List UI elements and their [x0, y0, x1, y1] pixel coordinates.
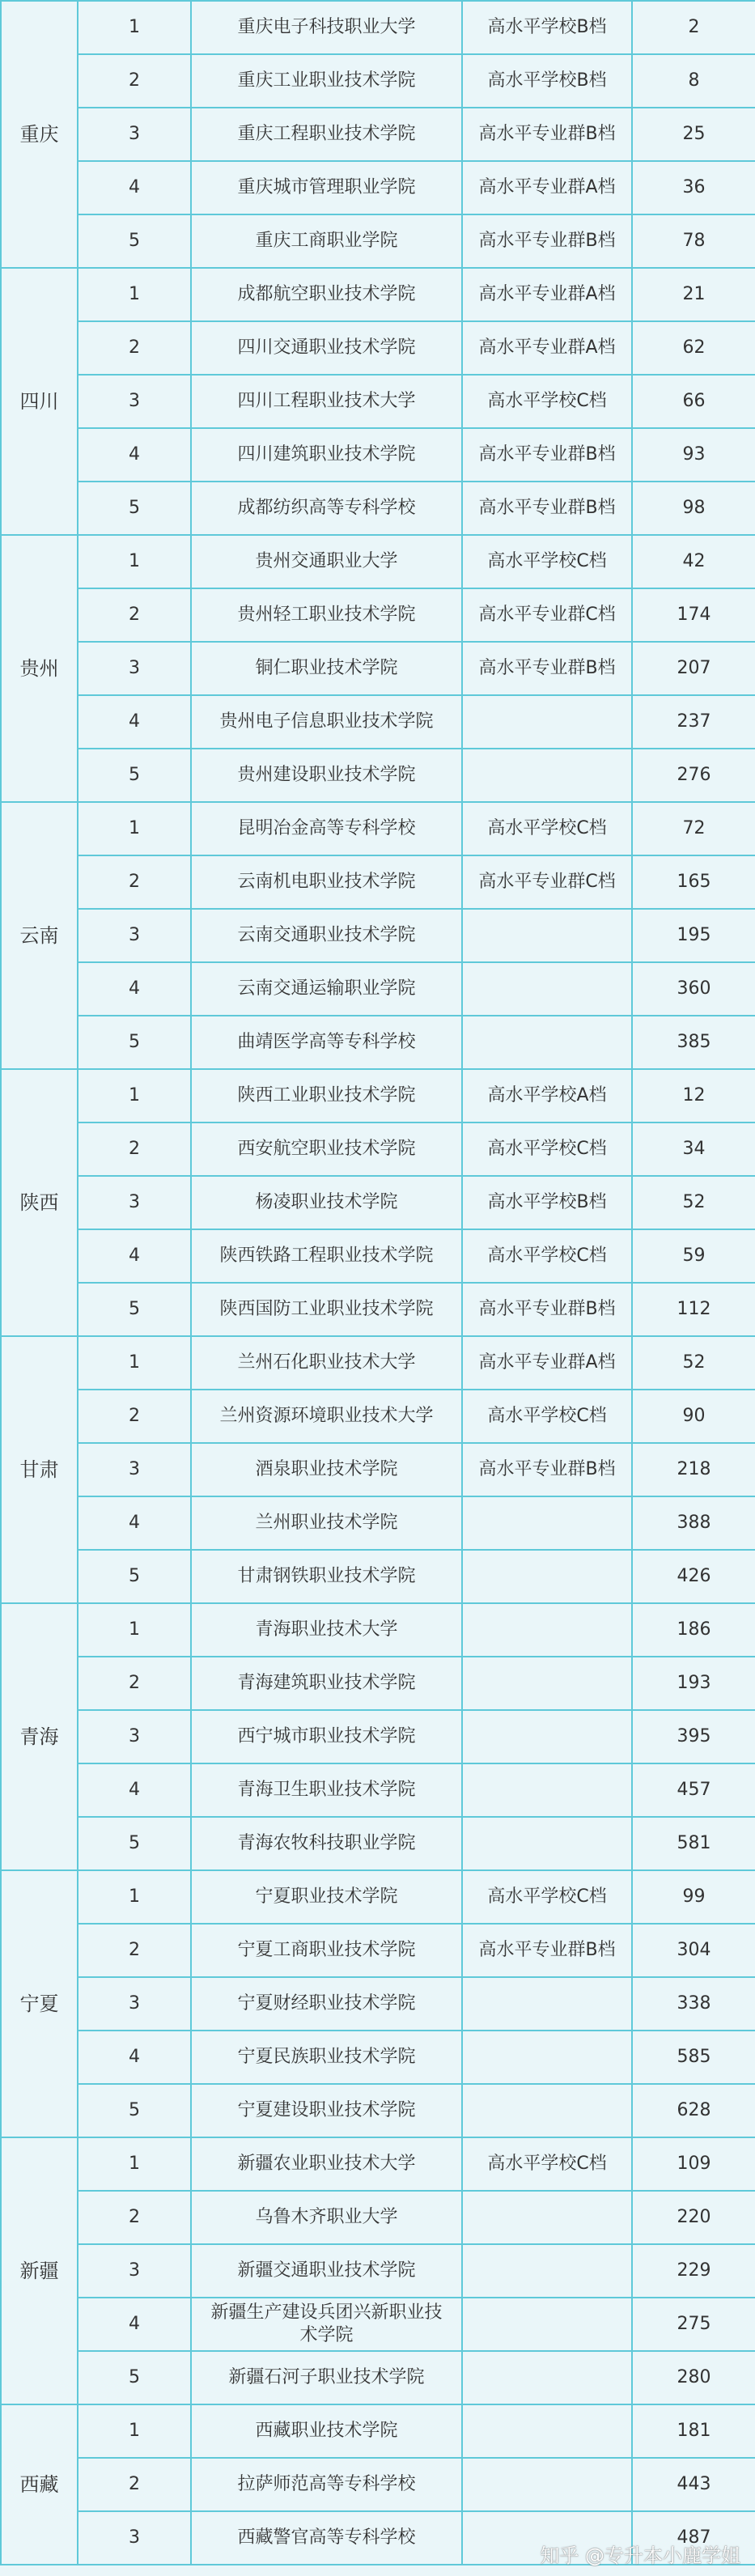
- school-cell: 青海卫生职业技术学院: [191, 1763, 462, 1817]
- table-row: [1, 2084, 755, 2137]
- rank-cell: 5: [78, 2084, 191, 2137]
- school-cell: 重庆城市管理职业学院: [191, 161, 462, 214]
- level-cell: [462, 2298, 632, 2351]
- school-cell: 新疆生产建设兵团兴新职业技术学院: [191, 2298, 462, 2351]
- table-row: [1, 1016, 755, 1069]
- province-cell: 宁夏: [1, 1870, 78, 2137]
- score-cell: 457: [632, 1763, 755, 1817]
- rank-cell: 2: [78, 1657, 191, 1710]
- school-cell: 青海农牧科技职业学院: [191, 1817, 462, 1870]
- rank-cell: 4: [78, 1496, 191, 1550]
- score-cell: 59: [632, 1229, 755, 1283]
- level-cell: 高水平专业群A档: [462, 161, 632, 214]
- school-cell: 青海职业技术大学: [191, 1603, 462, 1657]
- rank-cell: 1: [78, 535, 191, 588]
- table-body: [1, 1, 755, 2565]
- school-cell: 兰州资源环境职业技术大学: [191, 1390, 462, 1443]
- table-row: [1, 2458, 755, 2511]
- school-cell: 铜仁职业技术学院: [191, 642, 462, 695]
- table-row: [1, 214, 755, 268]
- table-row: [1, 2191, 755, 2244]
- level-cell: [462, 1817, 632, 1870]
- rank-cell: 4: [78, 1763, 191, 1817]
- level-cell: 高水平专业群C档: [462, 588, 632, 642]
- rank-cell: 5: [78, 482, 191, 535]
- level-cell: [462, 1603, 632, 1657]
- score-cell: 304: [632, 1924, 755, 1977]
- level-cell: 高水平专业群C档: [462, 855, 632, 909]
- score-cell: 174: [632, 588, 755, 642]
- rank-cell: 2: [78, 2191, 191, 2244]
- score-cell: 195: [632, 909, 755, 962]
- level-cell: [462, 2458, 632, 2511]
- level-cell: 高水平专业群B档: [462, 428, 632, 482]
- table-row: [1, 695, 755, 749]
- table-row: [1, 962, 755, 1016]
- score-cell: 78: [632, 214, 755, 268]
- table-row: [1, 2244, 755, 2298]
- school-cell: 甘肃钢铁职业技术学院: [191, 1550, 462, 1603]
- table-row: [1, 2404, 755, 2458]
- rank-cell: 4: [78, 1229, 191, 1283]
- school-cell: 杨凌职业技术学院: [191, 1176, 462, 1229]
- table-row: [1, 482, 755, 535]
- table-row: [1, 1550, 755, 1603]
- level-cell: 高水平学校B档: [462, 1, 632, 54]
- watermark: [540, 2540, 740, 2568]
- rank-cell: 1: [78, 802, 191, 855]
- rank-cell: 2: [78, 1390, 191, 1443]
- school-cell: 贵州轻工职业技术学院: [191, 588, 462, 642]
- rank-cell: 1: [78, 1069, 191, 1122]
- table-row: [1, 1390, 755, 1443]
- score-cell: 338: [632, 1977, 755, 2031]
- rank-cell: 1: [78, 268, 191, 321]
- table-row: [1, 54, 755, 108]
- province-cell: 西藏: [1, 2404, 78, 2565]
- school-cell: 陕西铁路工程职业技术学院: [191, 1229, 462, 1283]
- score-cell: 426: [632, 1550, 755, 1603]
- level-cell: 高水平专业群B档: [462, 642, 632, 695]
- score-cell: 360: [632, 962, 755, 1016]
- level-cell: 高水平学校C档: [462, 802, 632, 855]
- school-cell: 西安航空职业技术学院: [191, 1122, 462, 1176]
- table-row: [1, 375, 755, 428]
- score-cell: 34: [632, 1122, 755, 1176]
- school-cell: 宁夏财经职业技术学院: [191, 1977, 462, 2031]
- rank-cell: 1: [78, 2137, 191, 2191]
- rank-cell: 5: [78, 749, 191, 802]
- score-cell: 280: [632, 2351, 755, 2404]
- score-cell: 109: [632, 2137, 755, 2191]
- school-cell: 新疆农业职业技术大学: [191, 2137, 462, 2191]
- score-cell: 585: [632, 2031, 755, 2084]
- score-cell: 487: [632, 2511, 755, 2565]
- level-cell: [462, 1657, 632, 1710]
- school-cell: 成都纺织高等专科学校: [191, 482, 462, 535]
- rank-cell: 2: [78, 1122, 191, 1176]
- level-cell: 高水平专业群B档: [462, 1283, 632, 1336]
- score-cell: 25: [632, 108, 755, 161]
- province-cell: 甘肃: [1, 1336, 78, 1603]
- rank-cell: 1: [78, 1603, 191, 1657]
- school-cell: 陕西国防工业职业技术学院: [191, 1283, 462, 1336]
- school-cell: 云南交通运输职业学院: [191, 962, 462, 1016]
- level-cell: 高水平学校C档: [462, 2137, 632, 2191]
- level-cell: [462, 909, 632, 962]
- score-cell: 237: [632, 695, 755, 749]
- table-row: [1, 642, 755, 695]
- level-cell: [462, 2031, 632, 2084]
- rank-cell: 3: [78, 1977, 191, 2031]
- score-cell: 220: [632, 2191, 755, 2244]
- school-cell: 西宁城市职业技术学院: [191, 1710, 462, 1763]
- level-cell: 高水平学校C档: [462, 1870, 632, 1924]
- level-cell: 高水平专业群B档: [462, 1443, 632, 1496]
- rank-cell: 4: [78, 428, 191, 482]
- rank-cell: 2: [78, 2458, 191, 2511]
- school-cell: 重庆工程职业技术学院: [191, 108, 462, 161]
- score-cell: 388: [632, 1496, 755, 1550]
- score-cell: 99: [632, 1870, 755, 1924]
- score-cell: 62: [632, 321, 755, 375]
- table-row: [1, 535, 755, 588]
- table-row: [1, 2137, 755, 2191]
- table-row: [1, 1496, 755, 1550]
- score-cell: 90: [632, 1390, 755, 1443]
- school-cell: 新疆石河子职业技术学院: [191, 2351, 462, 2404]
- table-row: [1, 1069, 755, 1122]
- score-cell: 98: [632, 482, 755, 535]
- table-row: [1, 1, 755, 54]
- school-cell: 成都航空职业技术学院: [191, 268, 462, 321]
- level-cell: [462, 695, 632, 749]
- level-cell: 高水平学校A档: [462, 1069, 632, 1122]
- score-cell: 443: [632, 2458, 755, 2511]
- school-cell: 宁夏建设职业技术学院: [191, 2084, 462, 2137]
- table-row: [1, 2031, 755, 2084]
- school-cell: 宁夏工商职业技术学院: [191, 1924, 462, 1977]
- level-cell: 高水平学校B档: [462, 54, 632, 108]
- rank-cell: 5: [78, 2351, 191, 2404]
- score-cell: 628: [632, 2084, 755, 2137]
- school-cell: 贵州交通职业大学: [191, 535, 462, 588]
- level-cell: [462, 2084, 632, 2137]
- level-cell: 高水平学校C档: [462, 1390, 632, 1443]
- rank-cell: 3: [78, 2244, 191, 2298]
- level-cell: [462, 2351, 632, 2404]
- table-row: [1, 268, 755, 321]
- score-cell: 2: [632, 1, 755, 54]
- level-cell: 高水平专业群A档: [462, 1336, 632, 1390]
- rank-cell: 4: [78, 962, 191, 1016]
- school-cell: 四川交通职业技术学院: [191, 321, 462, 375]
- school-cell: 宁夏民族职业技术学院: [191, 2031, 462, 2084]
- school-cell: 兰州石化职业技术大学: [191, 1336, 462, 1390]
- score-cell: 229: [632, 2244, 755, 2298]
- rank-cell: 3: [78, 1710, 191, 1763]
- school-cell: 贵州建设职业技术学院: [191, 749, 462, 802]
- score-cell: 218: [632, 1443, 755, 1496]
- table-row: [1, 1977, 755, 2031]
- school-cell: 拉萨师范高等专科学校: [191, 2458, 462, 2511]
- rank-cell: 4: [78, 2031, 191, 2084]
- level-cell: 高水平专业群A档: [462, 321, 632, 375]
- level-cell: [462, 1016, 632, 1069]
- table-row: [1, 108, 755, 161]
- rank-cell: 2: [78, 321, 191, 375]
- score-cell: 36: [632, 161, 755, 214]
- table-row: [1, 1870, 755, 1924]
- level-cell: [462, 962, 632, 1016]
- level-cell: 高水平学校B档: [462, 1176, 632, 1229]
- table-row: [1, 1603, 755, 1657]
- rank-cell: 1: [78, 1, 191, 54]
- rank-cell: 5: [78, 1550, 191, 1603]
- score-cell: 165: [632, 855, 755, 909]
- school-cell: 四川建筑职业技术学院: [191, 428, 462, 482]
- school-cell: 青海建筑职业技术学院: [191, 1657, 462, 1710]
- school-cell: 酒泉职业技术学院: [191, 1443, 462, 1496]
- score-cell: 12: [632, 1069, 755, 1122]
- table-row: [1, 1924, 755, 1977]
- level-cell: [462, 2244, 632, 2298]
- table-row: [1, 321, 755, 375]
- rank-cell: 5: [78, 1283, 191, 1336]
- school-cell: 云南交通职业技术学院: [191, 909, 462, 962]
- rank-cell: 2: [78, 855, 191, 909]
- table-row: [1, 1176, 755, 1229]
- rank-cell: 5: [78, 214, 191, 268]
- school-cell: 兰州职业技术学院: [191, 1496, 462, 1550]
- table-row: [1, 2351, 755, 2404]
- rank-cell: 1: [78, 1336, 191, 1390]
- level-cell: 高水平学校C档: [462, 535, 632, 588]
- rank-cell: 4: [78, 161, 191, 214]
- province-cell: 四川: [1, 268, 78, 535]
- rank-cell: 3: [78, 1443, 191, 1496]
- province-cell: 重庆: [1, 1, 78, 268]
- school-cell: 重庆电子科技职业大学: [191, 1, 462, 54]
- table-row: [1, 1817, 755, 1870]
- school-cell: 新疆交通职业技术学院: [191, 2244, 462, 2298]
- level-cell: [462, 2404, 632, 2458]
- school-cell: 昆明冶金高等专科学校: [191, 802, 462, 855]
- table-row: [1, 1443, 755, 1496]
- level-cell: 高水平专业群B档: [462, 482, 632, 535]
- rank-cell: 3: [78, 1176, 191, 1229]
- school-cell: 乌鲁木齐职业大学: [191, 2191, 462, 2244]
- level-cell: [462, 1550, 632, 1603]
- table-row: [1, 749, 755, 802]
- score-cell: 72: [632, 802, 755, 855]
- rank-cell: 1: [78, 1870, 191, 1924]
- rank-cell: 5: [78, 1817, 191, 1870]
- score-cell: 42: [632, 535, 755, 588]
- rank-cell: 5: [78, 1016, 191, 1069]
- table-row: [1, 1283, 755, 1336]
- score-cell: 385: [632, 1016, 755, 1069]
- level-cell: 高水平专业群B档: [462, 108, 632, 161]
- level-cell: 高水平专业群B档: [462, 214, 632, 268]
- school-cell: 陕西工业职业技术学院: [191, 1069, 462, 1122]
- level-cell: [462, 2191, 632, 2244]
- score-cell: 112: [632, 1283, 755, 1336]
- rank-cell: 3: [78, 375, 191, 428]
- level-cell: [462, 1977, 632, 2031]
- school-cell: 西藏警官高等专科学校: [191, 2511, 462, 2565]
- level-cell: [462, 1710, 632, 1763]
- score-cell: 276: [632, 749, 755, 802]
- school-cell: 重庆工业职业技术学院: [191, 54, 462, 108]
- rank-cell: 4: [78, 2298, 191, 2351]
- school-cell: 宁夏职业技术学院: [191, 1870, 462, 1924]
- watermark-text: 知乎 @专升本小鹿学姐: [540, 2544, 740, 2567]
- level-cell: 高水平专业群B档: [462, 1924, 632, 1977]
- rank-cell: 3: [78, 642, 191, 695]
- table-row: [1, 1657, 755, 1710]
- score-cell: 193: [632, 1657, 755, 1710]
- school-cell: 贵州电子信息职业技术学院: [191, 695, 462, 749]
- table-row: [1, 1336, 755, 1390]
- table-row: [1, 428, 755, 482]
- score-cell: 52: [632, 1336, 755, 1390]
- table-row: [1, 1763, 755, 1817]
- level-cell: 高水平学校C档: [462, 1122, 632, 1176]
- score-cell: 52: [632, 1176, 755, 1229]
- table-row: [1, 909, 755, 962]
- rank-cell: 3: [78, 2511, 191, 2565]
- school-cell: 重庆工商职业学院: [191, 214, 462, 268]
- rank-cell: 3: [78, 108, 191, 161]
- province-cell: 贵州: [1, 535, 78, 802]
- level-cell: 高水平专业群A档: [462, 268, 632, 321]
- score-cell: 207: [632, 642, 755, 695]
- school-cell: 曲靖医学高等专科学校: [191, 1016, 462, 1069]
- rank-cell: 2: [78, 588, 191, 642]
- school-cell: 西藏职业技术学院: [191, 2404, 462, 2458]
- table-row: [1, 1122, 755, 1176]
- rank-cell: 2: [78, 54, 191, 108]
- level-cell: 高水平学校C档: [462, 1229, 632, 1283]
- province-cell: 青海: [1, 1603, 78, 1870]
- table-row: [1, 1229, 755, 1283]
- score-cell: 66: [632, 375, 755, 428]
- table-row: [1, 802, 755, 855]
- level-cell: 高水平学校C档: [462, 375, 632, 428]
- table-row: [1, 588, 755, 642]
- school-cell: 云南机电职业技术学院: [191, 855, 462, 909]
- province-cell: 陕西: [1, 1069, 78, 1336]
- score-cell: 8: [632, 54, 755, 108]
- table-row: [1, 2298, 755, 2351]
- score-cell: 275: [632, 2298, 755, 2351]
- school-cell: 四川工程职业技术大学: [191, 375, 462, 428]
- rank-cell: 4: [78, 695, 191, 749]
- score-cell: 181: [632, 2404, 755, 2458]
- level-cell: [462, 1763, 632, 1817]
- score-cell: 21: [632, 268, 755, 321]
- score-cell: 581: [632, 1817, 755, 1870]
- rank-cell: 1: [78, 2404, 191, 2458]
- province-cell: 新疆: [1, 2137, 78, 2404]
- score-cell: 186: [632, 1603, 755, 1657]
- province-cell: 云南: [1, 802, 78, 1069]
- rank-cell: 3: [78, 909, 191, 962]
- table-row: [1, 1710, 755, 1763]
- score-cell: 93: [632, 428, 755, 482]
- score-cell: 395: [632, 1710, 755, 1763]
- table-row: [1, 855, 755, 909]
- rank-cell: 2: [78, 1924, 191, 1977]
- table-row: [1, 161, 755, 214]
- level-cell: [462, 749, 632, 802]
- level-cell: [462, 1496, 632, 1550]
